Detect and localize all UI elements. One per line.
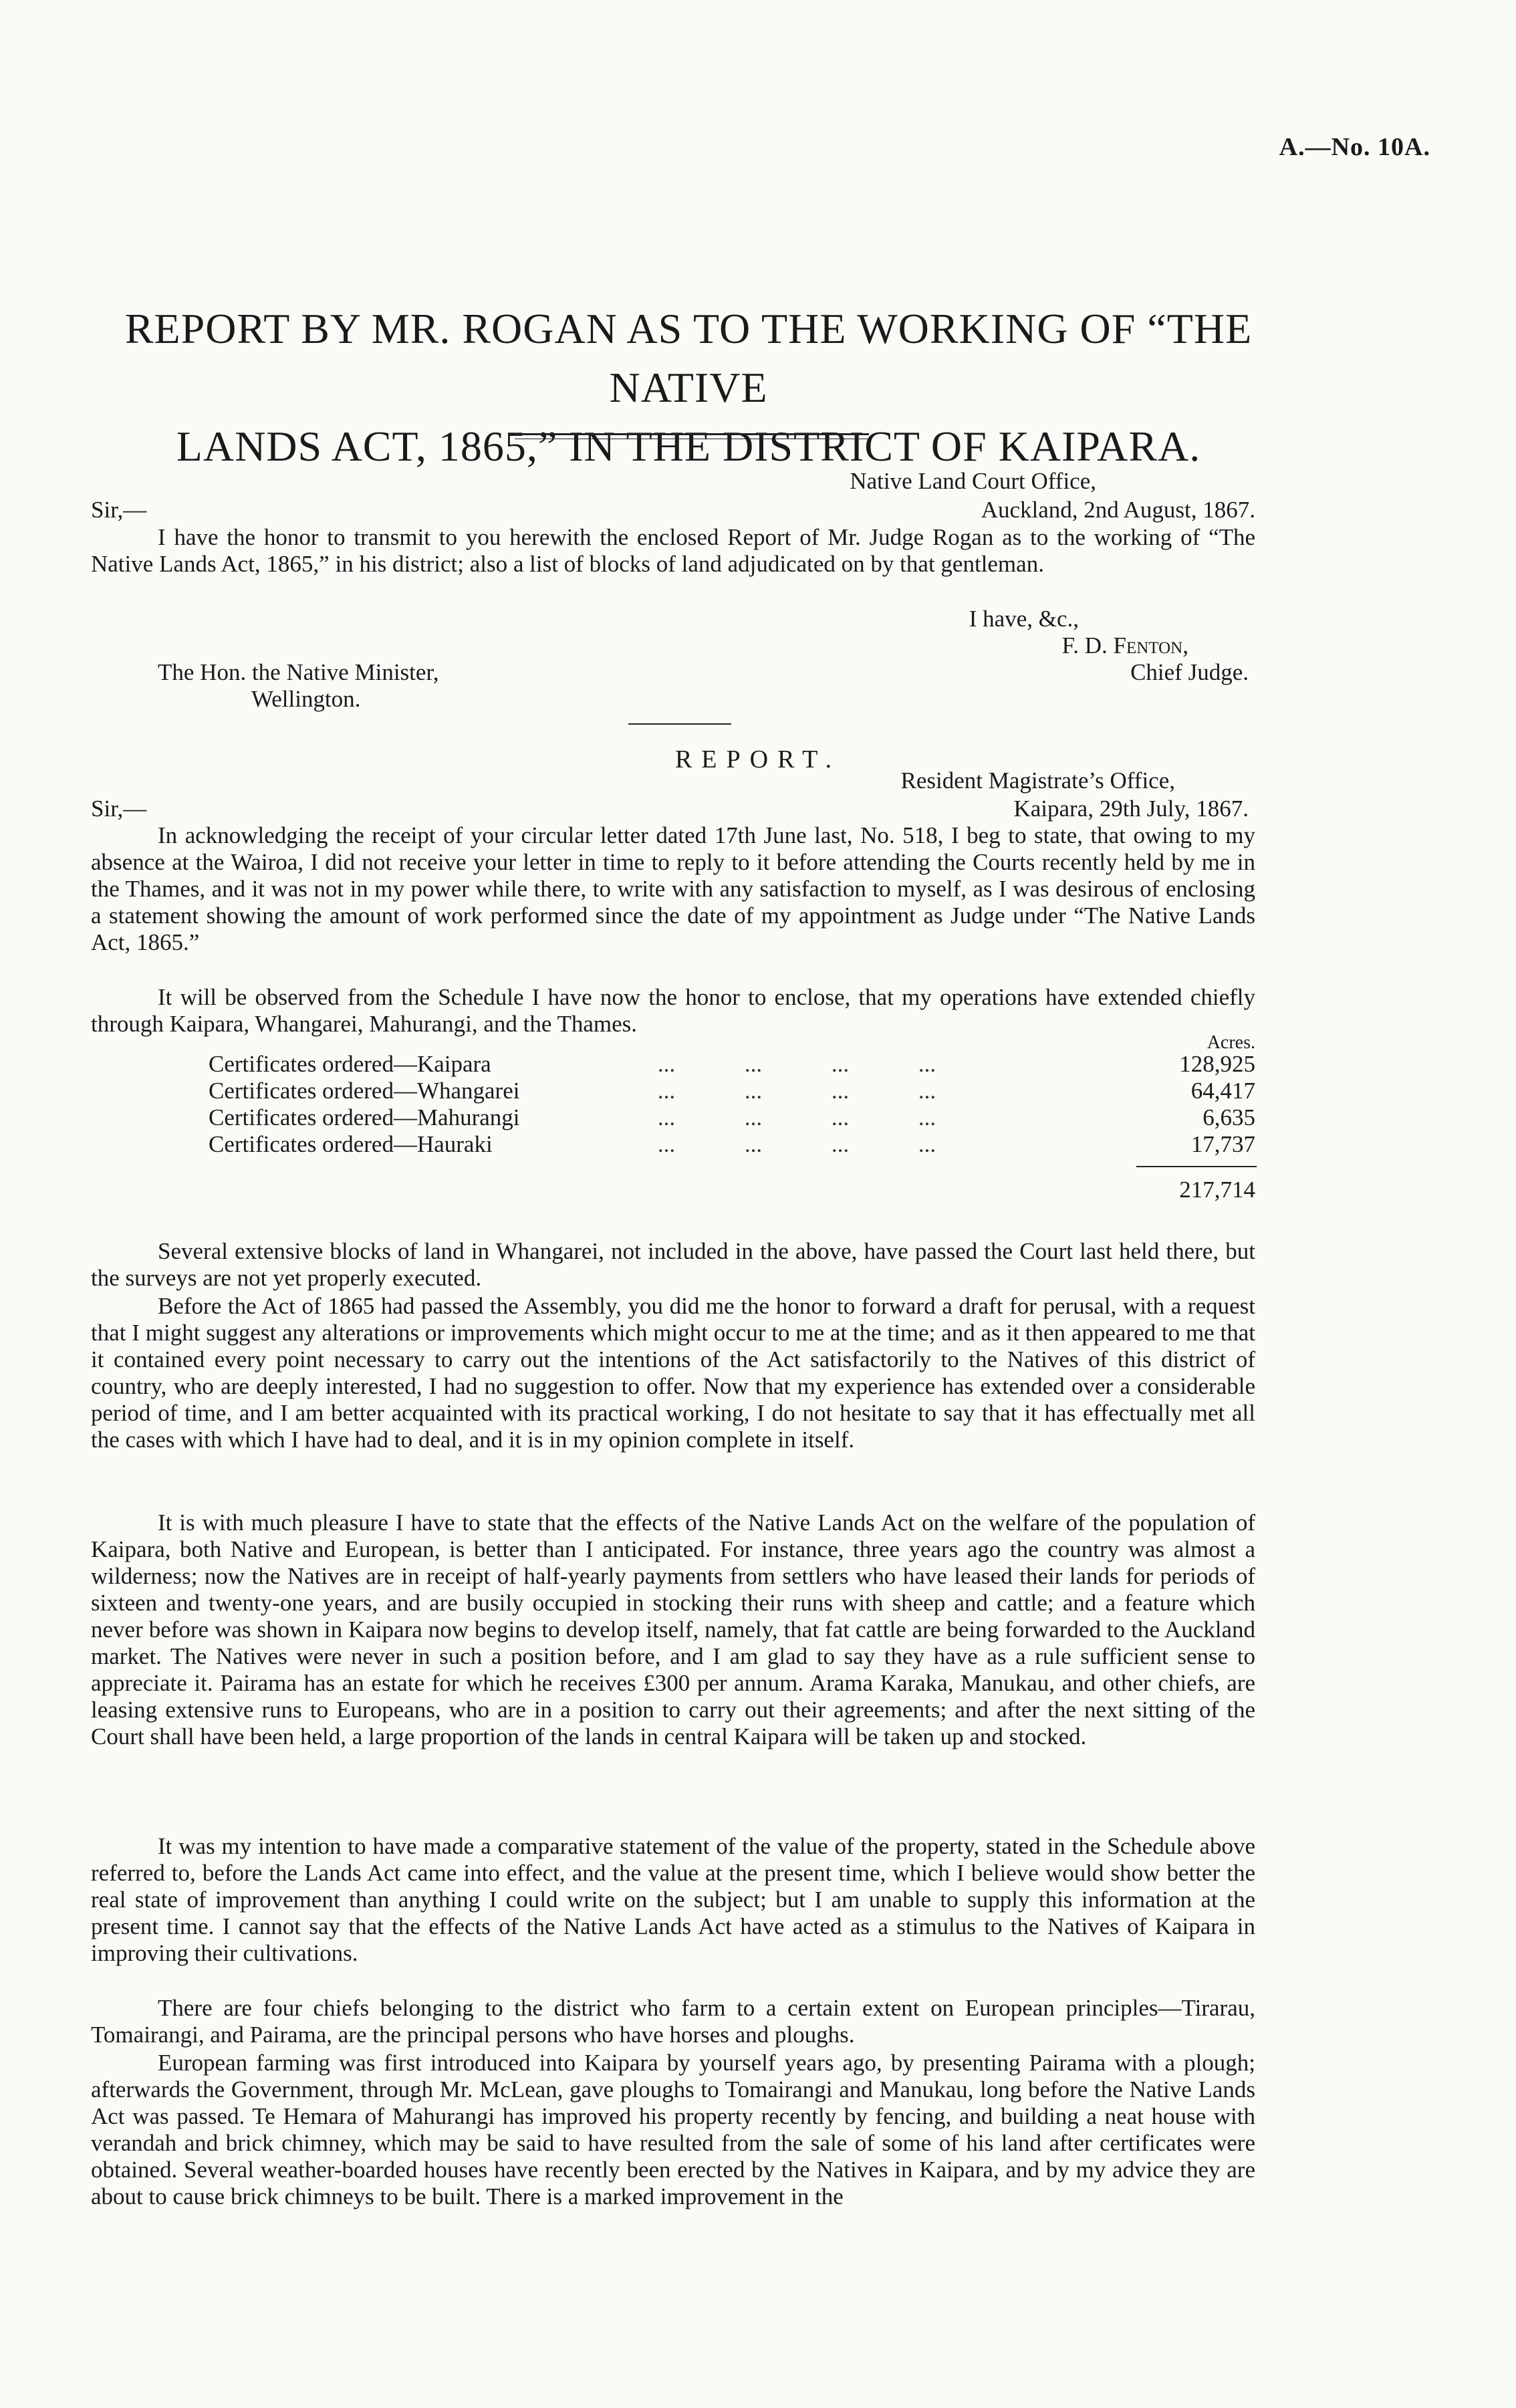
letter1-addressee-2: Wellington.	[251, 686, 361, 712]
title-rule	[515, 433, 869, 435]
row-label: Certificates ordered—Whangarei	[209, 1078, 520, 1104]
row-value: 128,925	[1179, 1051, 1255, 1077]
row-leader: ...	[744, 1078, 763, 1104]
row-leader: ...	[657, 1104, 676, 1130]
report-place-date: Kaipara, 29th July, 1867.	[1013, 796, 1249, 822]
report-paragraph-6: It was my intention to have made a comparative statement of the value of the property, stated in the Schedule above referred to, before the Lands Act came into effect, and the value at the present time, which I believe would show better the real state of improvement than anything I could write on the subject; but I am unable to supply this information at the present time. I cannot say that the effects of the Native Lands Act have acted as a stimulus to the Natives of Kaipara in improving their cultivations.	[91, 1833, 1255, 1966]
row-label: Certificates ordered—Kaipara	[209, 1051, 491, 1077]
section-rule	[628, 723, 731, 725]
report-title	[100, 299, 1277, 476]
report-paragraph-7: There are four chiefs belonging to the district who farm to a certain extent on European principles—Tirarau, Tomairangi, and Pairama, are the principal persons who have horses and ploughs.	[91, 1995, 1255, 2048]
letter1-addressee-1: The Hon. the Native Minister,	[158, 659, 439, 685]
report-office: Resident Magistrate’s Office,	[900, 767, 1175, 794]
letter1-office: Native Land Court Office,	[850, 468, 1096, 494]
row-leader: ...	[657, 1131, 676, 1157]
row-label: Certificates ordered—Hauraki	[209, 1131, 493, 1157]
report-salutation: Sir,—	[91, 796, 147, 822]
report-paragraph-8: European farming was first introduced into Kaipara by yourself years ago, by presenting Pairama with a plough; afterwards the Government, through Mr. McLean, gave ploughs to Tomairangi and Manukau, long before the Native Lands Act was passed. Te Hemara of Mahurangi has improved his property recently by fencing, and building a neat house with verandah and brick chimney, which may be said to have resulted from the sale of some of his land after certificates were obtained. Several weather-boarded houses have recently been erected by the Natives in Kaipara, and by my advice they are about to cause brick chimneys to be built. There is a marked improvement in the	[91, 2050, 1255, 2209]
report-paragraph-5: It is with much pleasure I have to state that the effects of the Native Lands Act on the welfare of the population of Kaipara, both Native and European, is better than I anticipated. For instance, three years ago the country was almost a wilderness; now the Natives are in receipt of half-yearly payments from settlers who have leased their lands for periods of sixteen and twenty-one years, and are busily occupied in stocking their runs with sheep and cattle; and a feature which never before was shown in Kaipara now begins to develop itself, namely, that fat cattle are being forwarded to the Auckland market. The Natives were never in such a position before, and I am glad to say they have as a rule sufficient sense to appreciate it. Pairama has an estate for which he receives £300 per annum. Arama Karaka, Manukau, and other chiefs, are leasing extensive runs to Europeans, who are in a position to carry out their agreements; and after the next sitting of the Court shall have been held, a large proportion of the lands in central Kaipara will be taken up and stocked.	[91, 1510, 1255, 1750]
letter1-place-date: Auckland, 2nd August, 1867.	[981, 497, 1255, 523]
row-leader: ...	[831, 1131, 850, 1157]
row-leader: ...	[918, 1078, 936, 1104]
row-leader: ...	[744, 1131, 763, 1157]
row-leader: ...	[831, 1078, 850, 1104]
row-value: 17,737	[1190, 1131, 1255, 1157]
table-row	[209, 1131, 1255, 1158]
table-unit-label: Acres.	[1207, 1032, 1255, 1053]
row-leader: ...	[657, 1051, 676, 1077]
table-row	[209, 1078, 1255, 1104]
row-leader: ...	[918, 1104, 936, 1130]
row-leader: ...	[831, 1051, 850, 1077]
report-paragraph-4: Before the Act of 1865 had passed the Assembly, you did me the honor to forward a draft for perusal, with a request that I might suggest any alterations or improvements which might occur to me at the time; and as it then appeared to me that it contained every point necessary to carry out the intentions of the Act satisfactorily to the Natives of this district of country, who are deeply interested, I had no suggestion to offer. Now that my experience has extended over a considerable period of time, and I am better acquainted with its practical working, I do not hesitate to say that it has effectually met all the cases with which I have had to deal, and it is in my opinion complete in itself.	[91, 1293, 1255, 1453]
row-leader: ...	[744, 1104, 763, 1130]
row-value: 6,635	[1203, 1104, 1255, 1130]
table-row	[209, 1104, 1255, 1131]
row-leader: ...	[657, 1078, 676, 1104]
report-paragraph-1: In acknowledging the receipt of your circular letter dated 17th June last, No. 518, I beg to state, that owing to my absence at the Wairoa, I did not receive your letter in time to reply to it before attending the Courts recently held by me in the Thames, and it was not in my power while there, to write with any satisfaction to myself, as I was desirous of enclosing a statement showing the amount of work performed since the date of my appointment as Judge under “The Native Lands Act, 1865.”	[91, 822, 1255, 955]
letter1-salutation: Sir,—	[91, 497, 147, 523]
letter1-signature-title: Chief Judge.	[1130, 659, 1249, 685]
row-value: 64,417	[1190, 1078, 1255, 1104]
row-label: Certificates ordered—Mahurangi	[209, 1104, 520, 1130]
letter1-body: I have the honor to transmit to you herewith the enclosed Report of Mr. Judge Rogan as to the working of “The Native Lands Act, 1865,” in his district; also a list of blocks of land adjudicated on by that gentleman.	[91, 524, 1255, 577]
report-paragraph-3: Several extensive blocks of land in Whangarei, not included in the above, have passed the Court last held there, but the surveys are not yet properly executed.	[91, 1238, 1255, 1291]
title-line-1: REPORT BY MR. ROGAN AS TO THE WORKING OF “THE NATIVE	[124, 305, 1253, 411]
title-line-2: LANDS ACT, 1865,” IN THE DISTRICT OF KAIPARA.	[176, 423, 1201, 470]
letter1-signature: F. D. Fenton,	[1061, 632, 1188, 658]
letter1-closing: I have, &c.,	[969, 606, 1079, 632]
acres-table	[209, 1051, 1255, 1158]
row-leader: ...	[918, 1131, 936, 1157]
row-leader: ...	[918, 1051, 936, 1077]
acres-total: 217,714	[1179, 1177, 1255, 1203]
row-leader: ...	[744, 1051, 763, 1077]
table-row	[209, 1051, 1255, 1078]
document-reference: A.—No. 10A.	[1279, 133, 1430, 161]
total-rule	[1136, 1166, 1257, 1167]
report-heading: REPORT.	[674, 745, 842, 773]
report-paragraph-2: It will be observed from the Schedule I have now the honor to enclose, that my operations have extended chiefly through Kaipara, Whangarei, Mahurangi, and the Thames.	[91, 984, 1255, 1037]
row-leader: ...	[831, 1104, 850, 1130]
